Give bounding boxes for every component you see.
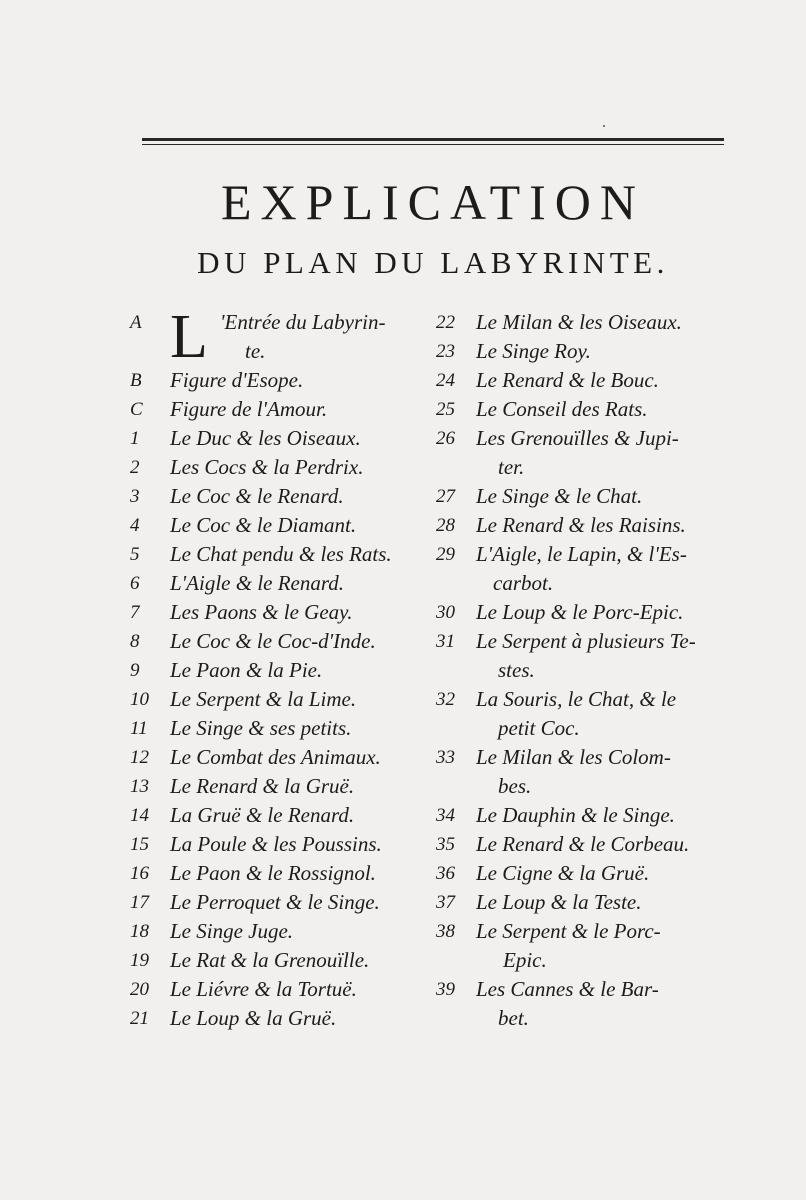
- entry-text: Le Renard & le Bouc.: [476, 368, 659, 392]
- entry-text: La Gruë & le Renard.: [170, 803, 355, 827]
- list-item: [436, 801, 756, 830]
- list-item: [130, 569, 440, 598]
- list-item: [130, 482, 440, 511]
- entry-key: 22: [436, 312, 455, 333]
- entry-key: C: [130, 399, 143, 420]
- list-item: [436, 424, 756, 482]
- list-item: [436, 685, 756, 743]
- list-item: [436, 830, 756, 859]
- top-rule: [142, 138, 724, 141]
- entry-text: Le Singe Roy.: [476, 339, 591, 363]
- entry-key: A: [130, 312, 142, 333]
- entry-text: Le Paon & le Rossignol.: [170, 861, 376, 885]
- entry-text: Figure de l'Amour.: [170, 397, 328, 421]
- entry-text: L'Aigle, le Lapin, & l'Es-: [476, 542, 687, 566]
- entry-text: Le Singe Juge.: [170, 919, 294, 943]
- entry-key: 14: [130, 805, 149, 826]
- page-title: EXPLICATION: [221, 174, 645, 230]
- entry-text: Le Perroquet & le Singe.: [170, 890, 380, 914]
- list-item: [130, 453, 440, 482]
- list-item: [436, 366, 756, 395]
- entry-text: Le Liévre & la Tortuë.: [170, 977, 357, 1001]
- list-item: [130, 685, 440, 714]
- entry-key: B: [130, 370, 142, 391]
- entry-text: Le Loup & la Gruë.: [170, 1006, 337, 1030]
- list-item: [436, 540, 756, 598]
- entry-text: Le Coc & le Diamant.: [170, 513, 357, 537]
- entry-key: 17: [130, 892, 149, 913]
- list-item: [130, 395, 440, 424]
- list-item: [130, 540, 440, 569]
- ink-speck: [603, 125, 605, 127]
- entry-key: 34: [436, 805, 455, 826]
- list-item: [130, 424, 440, 453]
- entry-key: 27: [436, 486, 455, 507]
- list-item: [436, 511, 756, 540]
- list-item: [130, 830, 440, 859]
- entry-text: Le Conseil des Rats.: [476, 397, 648, 421]
- entry-continuation: petit Coc.: [498, 716, 580, 740]
- entry-key: 4: [130, 515, 140, 536]
- entry-key: 8: [130, 631, 140, 652]
- entry-text: Le Serpent & le Porc-: [476, 919, 661, 943]
- entry-text: Le Dauphin & le Singe.: [476, 803, 675, 827]
- list-item: [130, 303, 440, 371]
- entry-text: Le Rat & la Grenouïlle.: [170, 948, 370, 972]
- entry-key: 12: [130, 747, 149, 768]
- entry-key: 30: [436, 602, 455, 623]
- entry-key: 23: [436, 341, 455, 362]
- entry-key: 33: [436, 747, 455, 768]
- entry-key: 26: [436, 428, 455, 449]
- entry-text: 'Entrée du Labyrin-: [220, 310, 386, 334]
- list-item: [130, 743, 440, 772]
- entry-text: Le Singe & ses petits.: [170, 716, 352, 740]
- entry-key: 24: [436, 370, 455, 391]
- entry-key: 6: [130, 573, 140, 594]
- list-item: [130, 627, 440, 656]
- list-item: [130, 946, 440, 975]
- list-item: [436, 627, 756, 685]
- entry-key: 20: [130, 979, 149, 1000]
- entry-continuation: carbot.: [493, 571, 554, 595]
- left-column: [130, 303, 440, 1033]
- list-item: [436, 482, 756, 511]
- entry-text: Le Singe & le Chat.: [476, 484, 643, 508]
- list-item: [436, 888, 756, 917]
- entry-text: Les Paons & le Geay.: [170, 600, 353, 624]
- entry-text: Le Coc & le Renard.: [170, 484, 344, 508]
- entry-key: 19: [130, 950, 149, 971]
- entry-continuation: te.: [245, 339, 266, 363]
- list-item: [436, 743, 756, 801]
- entry-key: 28: [436, 515, 455, 536]
- entry-key: 3: [130, 486, 140, 507]
- entry-key: 36: [436, 863, 455, 884]
- entry-text: Le Paon & la Pie.: [170, 658, 323, 682]
- entry-key: 7: [130, 602, 140, 623]
- entry-text: Le Milan & les Colom-: [476, 745, 671, 769]
- entry-key: 13: [130, 776, 149, 797]
- page-subtitle: DU PLAN DU LABYRINTE.: [197, 245, 669, 280]
- list-item: [436, 308, 756, 337]
- list-item: [436, 975, 756, 1033]
- entry-key: 9: [130, 660, 140, 681]
- entry-key: 31: [436, 631, 455, 652]
- entry-key: 5: [130, 544, 140, 565]
- right-column: [436, 308, 756, 1033]
- list-item: [436, 598, 756, 627]
- entry-key: 10: [130, 689, 149, 710]
- list-item: [130, 714, 440, 743]
- entry-key: 15: [130, 834, 149, 855]
- entry-continuation: bes.: [498, 774, 532, 798]
- list-item: [436, 859, 756, 888]
- drop-cap: L: [170, 303, 208, 371]
- entry-text: Le Serpent & la Lime.: [170, 687, 357, 711]
- entry-text: Le Duc & les Oiseaux.: [170, 426, 361, 450]
- entry-text: Le Loup & le Porc-Epic.: [476, 600, 684, 624]
- entry-continuation: Epic.: [503, 948, 547, 972]
- list-item: [130, 801, 440, 830]
- list-item: [130, 772, 440, 801]
- entry-key: 35: [436, 834, 455, 855]
- list-item: [436, 917, 756, 975]
- entry-text: Les Grenouïlles & Jupi-: [476, 426, 679, 450]
- entry-key: 37: [436, 892, 455, 913]
- list-item: [130, 366, 440, 395]
- entry-continuation: bet.: [498, 1006, 529, 1030]
- entry-key: 21: [130, 1008, 149, 1029]
- entry-key: 39: [436, 979, 455, 1000]
- entry-key: 38: [436, 921, 455, 942]
- entry-text: La Souris, le Chat, & le: [476, 687, 677, 711]
- list-item: [436, 337, 756, 366]
- entry-text: Figure d'Esope.: [170, 368, 304, 392]
- list-item: [130, 1004, 440, 1033]
- entry-text: Le Cigne & la Gruë.: [476, 861, 650, 885]
- list-item: [130, 975, 440, 1004]
- entry-continuation: stes.: [498, 658, 535, 682]
- entry-text: Le Loup & la Teste.: [476, 890, 642, 914]
- entry-text: Le Milan & les Oiseaux.: [476, 310, 682, 334]
- entry-text: L'Aigle & le Renard.: [170, 571, 345, 595]
- entry-text: Le Coc & le Coc-d'Inde.: [170, 629, 376, 653]
- list-item: [130, 859, 440, 888]
- entry-continuation: ter.: [498, 455, 525, 479]
- list-item: [130, 917, 440, 946]
- entry-key: 1: [130, 428, 140, 449]
- list-item: [130, 598, 440, 627]
- entry-key: 2: [130, 457, 140, 478]
- entry-key: 11: [130, 718, 148, 739]
- entry-text: Le Renard & le Corbeau.: [476, 832, 690, 856]
- list-item: [130, 888, 440, 917]
- entry-key: 32: [436, 689, 455, 710]
- entry-key: 25: [436, 399, 455, 420]
- entry-text: La Poule & les Poussins.: [170, 832, 382, 856]
- entry-text: Le Chat pendu & les Rats.: [170, 542, 392, 566]
- entry-text: Les Cocs & la Perdrix.: [170, 455, 364, 479]
- entry-text: Le Renard & la Gruë.: [170, 774, 355, 798]
- list-item: [436, 395, 756, 424]
- entry-key: 29: [436, 544, 455, 565]
- entry-text: Le Renard & les Raisins.: [476, 513, 686, 537]
- entry-text: Le Combat des Animaux.: [170, 745, 381, 769]
- list-item: [130, 656, 440, 685]
- list-item: [130, 511, 440, 540]
- entry-text: Les Cannes & le Bar-: [476, 977, 659, 1001]
- entry-key: 18: [130, 921, 149, 942]
- entry-text: Le Serpent à plusieurs Te-: [476, 629, 696, 653]
- entry-key: 16: [130, 863, 149, 884]
